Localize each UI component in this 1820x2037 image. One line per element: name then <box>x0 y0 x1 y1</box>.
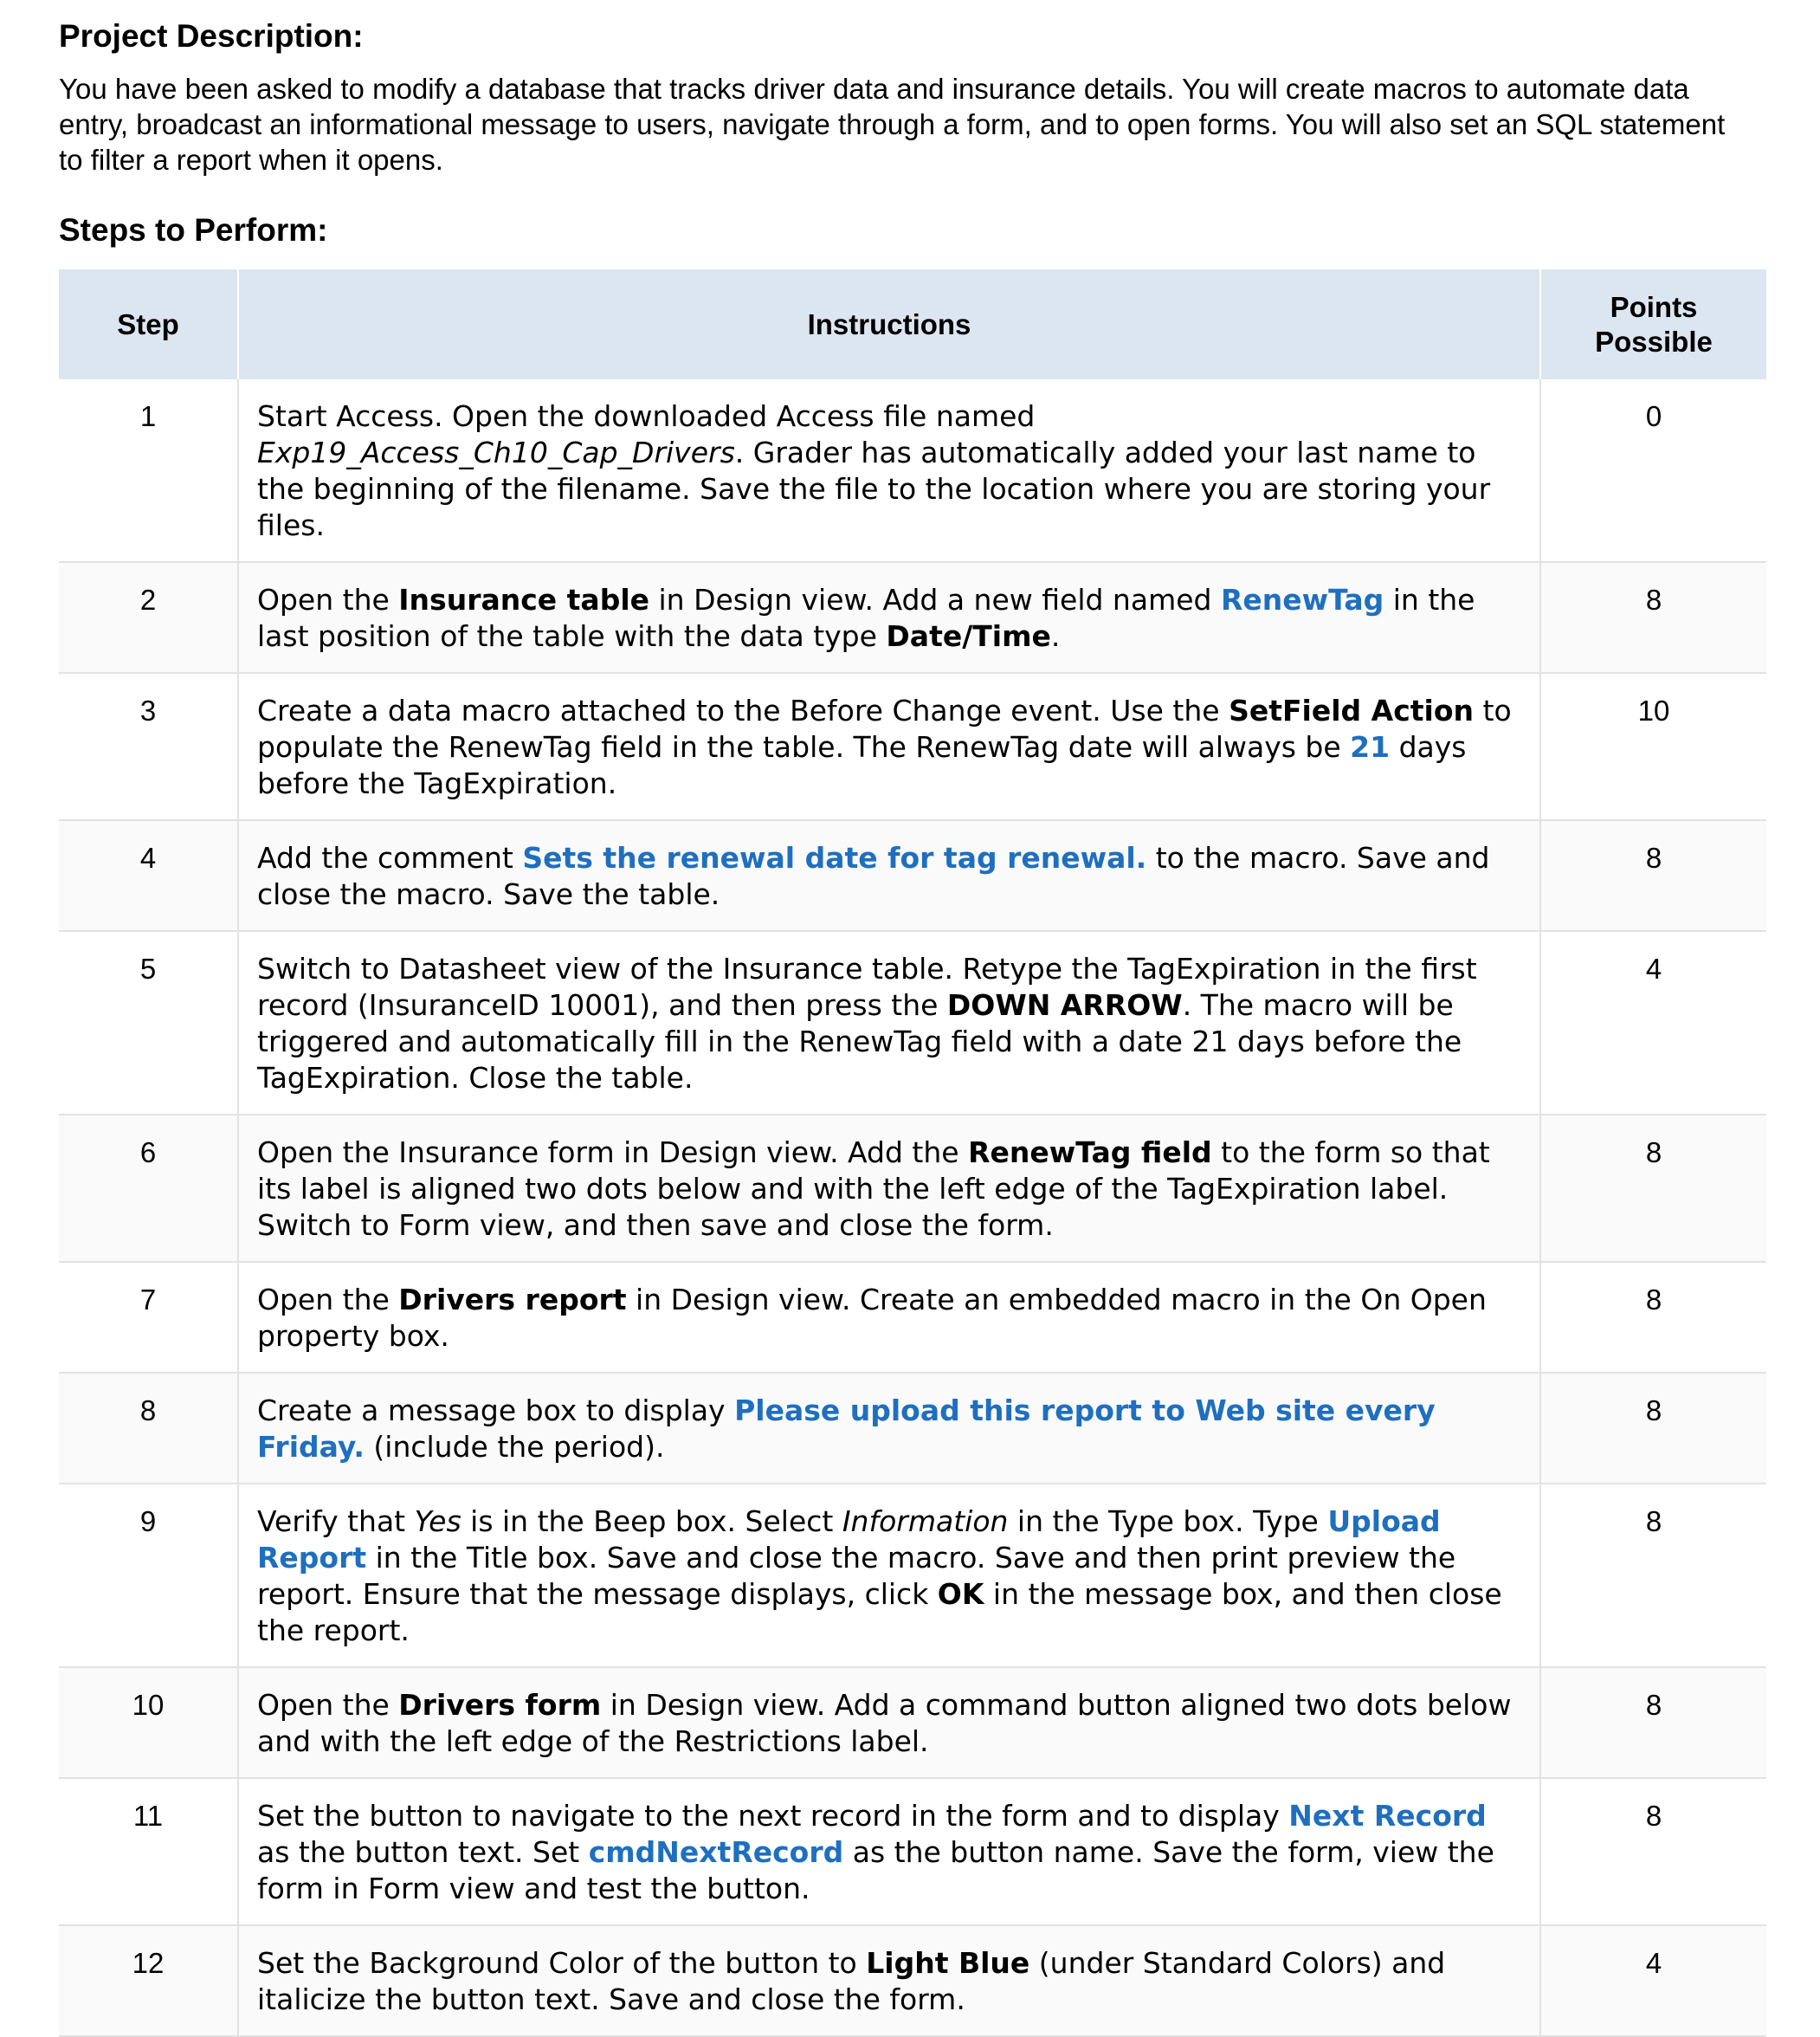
header-points-label: Points Possible <box>1595 290 1713 358</box>
project-description-heading: Project Description: <box>59 18 364 54</box>
instruction-text: Create a data macro attached to the Before Change event. Use the <box>257 694 1229 728</box>
steps-table <box>59 269 1766 2037</box>
header-points <box>1540 269 1766 379</box>
instruction-text: Switch to Datasheet view of the Insurance table. Retype the TagExpiration in the first record (InsuranceID 10001), and then press the <box>257 952 1477 1022</box>
table-row <box>59 820 1766 931</box>
instruction-text: as the button text. Set <box>257 1835 589 1869</box>
instruction-text: to populate the RenewTag field in the table. The RenewTag date will always be <box>257 694 1512 764</box>
step-instructions <box>238 820 1540 931</box>
instruction-text: Add the comment <box>257 841 523 875</box>
instruction-text: to the macro. Save and close the macro. Save the table. <box>257 841 1490 911</box>
table-row <box>59 562 1766 673</box>
points-possible: 10 <box>1540 673 1766 820</box>
instruction-emphasis: DOWN ARROW <box>946 988 1183 1022</box>
points-possible: 8 <box>1540 1373 1766 1484</box>
points-possible: 8 <box>1540 562 1766 673</box>
instruction-text: as the button name. Save the form, view the form in Form view and test the button. <box>257 1835 1494 1905</box>
table-row <box>59 379 1766 562</box>
instruction-text: . The macro will be triggered and automatically fill in the RenewTag field with a date 21 days before the TagExpiration. Close the table. <box>257 988 1462 1095</box>
step-instructions <box>238 1778 1540 1925</box>
instruction-text: . <box>1050 619 1061 653</box>
step-number: 8 <box>59 1373 238 1484</box>
step-instructions <box>238 1115 1540 1262</box>
instruction-emphasis: Insurance table <box>398 583 650 617</box>
instruction-emphasis: Date/Time <box>886 619 1051 653</box>
points-possible: 0 <box>1540 379 1766 562</box>
instruction-emphasis: Drivers form <box>398 1688 602 1722</box>
step-instructions <box>238 931 1540 1115</box>
table-row <box>59 1373 1766 1484</box>
instruction-text: in the last position of the table with the data type <box>257 583 1475 653</box>
step-number: 2 <box>59 562 238 673</box>
instruction-emphasis: cmdNextRecord <box>588 1835 844 1869</box>
points-possible: 4 <box>1540 931 1766 1115</box>
step-number: 10 <box>59 1667 238 1778</box>
project-description-text: You have been asked to modify a database that tracks driver data and insurance details. You will create macros to automate data entry, broadcast an informational message to users, navigate through a form, and to open forms. You will also set an SQL statement to filter a report when it opens. <box>59 73 1726 176</box>
steps-heading: Steps to Perform: <box>59 212 328 248</box>
instruction-text: in Design view. Create an embedded macro in the On Open property box. <box>257 1283 1487 1353</box>
instruction-text: in Design view. Add a command button aligned two dots below and with the left edge of the Restrictions label. <box>257 1688 1512 1758</box>
instruction-emphasis: Information <box>842 1504 1009 1538</box>
step-number: 6 <box>59 1115 238 1262</box>
instruction-emphasis: Yes <box>414 1504 461 1538</box>
instruction-text: (under Standard Colors) and italicize the button text. Save and close the form. <box>257 1946 1446 2016</box>
instruction-emphasis: Please upload this report to Web site every Friday. <box>257 1394 1436 1464</box>
points-possible: 8 <box>1540 1484 1766 1667</box>
points-possible: 8 <box>1540 1262 1766 1373</box>
step-instructions <box>238 1925 1540 2036</box>
instruction-text: in the Title box. Save and close the macro. Save and then print preview the report. Ensure that the message displays, click <box>257 1541 1456 1611</box>
table-header-row <box>59 269 1766 379</box>
instruction-text: Open the <box>257 583 399 617</box>
instruction-text: is in the Beep box. Select <box>461 1504 842 1538</box>
instruction-text: Verify that <box>257 1504 415 1538</box>
instruction-text: Create a message box to display <box>257 1394 735 1427</box>
table-row <box>59 1484 1766 1667</box>
step-number: 12 <box>59 1925 238 2036</box>
table-row <box>59 1262 1766 1373</box>
table-row <box>59 1778 1766 1925</box>
instruction-emphasis: SetField Action <box>1229 694 1475 728</box>
table-row <box>59 1925 1766 2036</box>
header-step: Step <box>59 269 238 379</box>
table-row <box>59 931 1766 1115</box>
instruction-emphasis: RenewTag field <box>968 1135 1212 1169</box>
points-possible: 8 <box>1540 1778 1766 1925</box>
step-number: 4 <box>59 820 238 931</box>
step-number: 1 <box>59 379 238 562</box>
table-row <box>59 673 1766 820</box>
points-possible: 4 <box>1540 1925 1766 2036</box>
instruction-emphasis: Next Record <box>1288 1799 1487 1833</box>
instruction-text: Open the Insurance form in Design view. Add the <box>257 1135 969 1169</box>
instruction-text: days before the TagExpiration. <box>257 730 1467 800</box>
step-number: 3 <box>59 673 238 820</box>
step-number: 7 <box>59 1262 238 1373</box>
points-possible: 8 <box>1540 820 1766 931</box>
instruction-text: in the message box, and then close the report. <box>257 1577 1502 1647</box>
instruction-emphasis: 21 <box>1350 730 1391 764</box>
step-instructions <box>238 1373 1540 1484</box>
instruction-text: to the form so that its label is aligned two dots below and with the left edge of the TagExpiration label. Switch to Form view, and then save and close the form. <box>257 1135 1490 1242</box>
step-instructions <box>238 673 1540 820</box>
step-number: 5 <box>59 931 238 1115</box>
points-possible: 8 <box>1540 1667 1766 1778</box>
instruction-text: Open the <box>257 1283 399 1316</box>
step-instructions <box>238 1667 1540 1778</box>
instruction-text: . Grader has automatically added your last name to the beginning of the filename. Save the file to the location where you are storing your files. <box>257 436 1491 542</box>
step-instructions <box>238 1484 1540 1667</box>
instruction-text: in the Type box. Type <box>1008 1504 1328 1538</box>
instruction-text: in Design view. Add a new field named <box>649 583 1221 617</box>
step-instructions <box>238 1262 1540 1373</box>
step-instructions <box>238 562 1540 673</box>
header-instructions: Instructions <box>238 269 1540 379</box>
step-number: 11 <box>59 1778 238 1925</box>
step-number: 9 <box>59 1484 238 1667</box>
table-row <box>59 1667 1766 1778</box>
instruction-text: (include the period). <box>364 1430 665 1464</box>
instruction-emphasis: Drivers report <box>398 1283 627 1316</box>
instruction-emphasis: RenewTag <box>1220 583 1384 617</box>
table-row <box>59 1115 1766 1262</box>
instruction-text: Set the Background Color of the button to <box>257 1946 867 1980</box>
instruction-text: Set the button to navigate to the next record in the form and to display <box>257 1799 1289 1833</box>
instruction-emphasis: Sets the renewal date for tag renewal. <box>522 841 1147 875</box>
instruction-emphasis: Exp19_Access_Ch10_Cap_Drivers <box>257 436 735 469</box>
instruction-emphasis: Upload Report <box>257 1504 1441 1575</box>
instruction-text: Open the <box>257 1688 399 1722</box>
points-possible: 8 <box>1540 1115 1766 1262</box>
instruction-emphasis: Light Blue <box>866 1946 1030 1980</box>
instruction-text: Start Access. Open the downloaded Access file named <box>257 399 1036 433</box>
instruction-emphasis: OK <box>937 1577 984 1611</box>
step-instructions <box>238 379 1540 562</box>
